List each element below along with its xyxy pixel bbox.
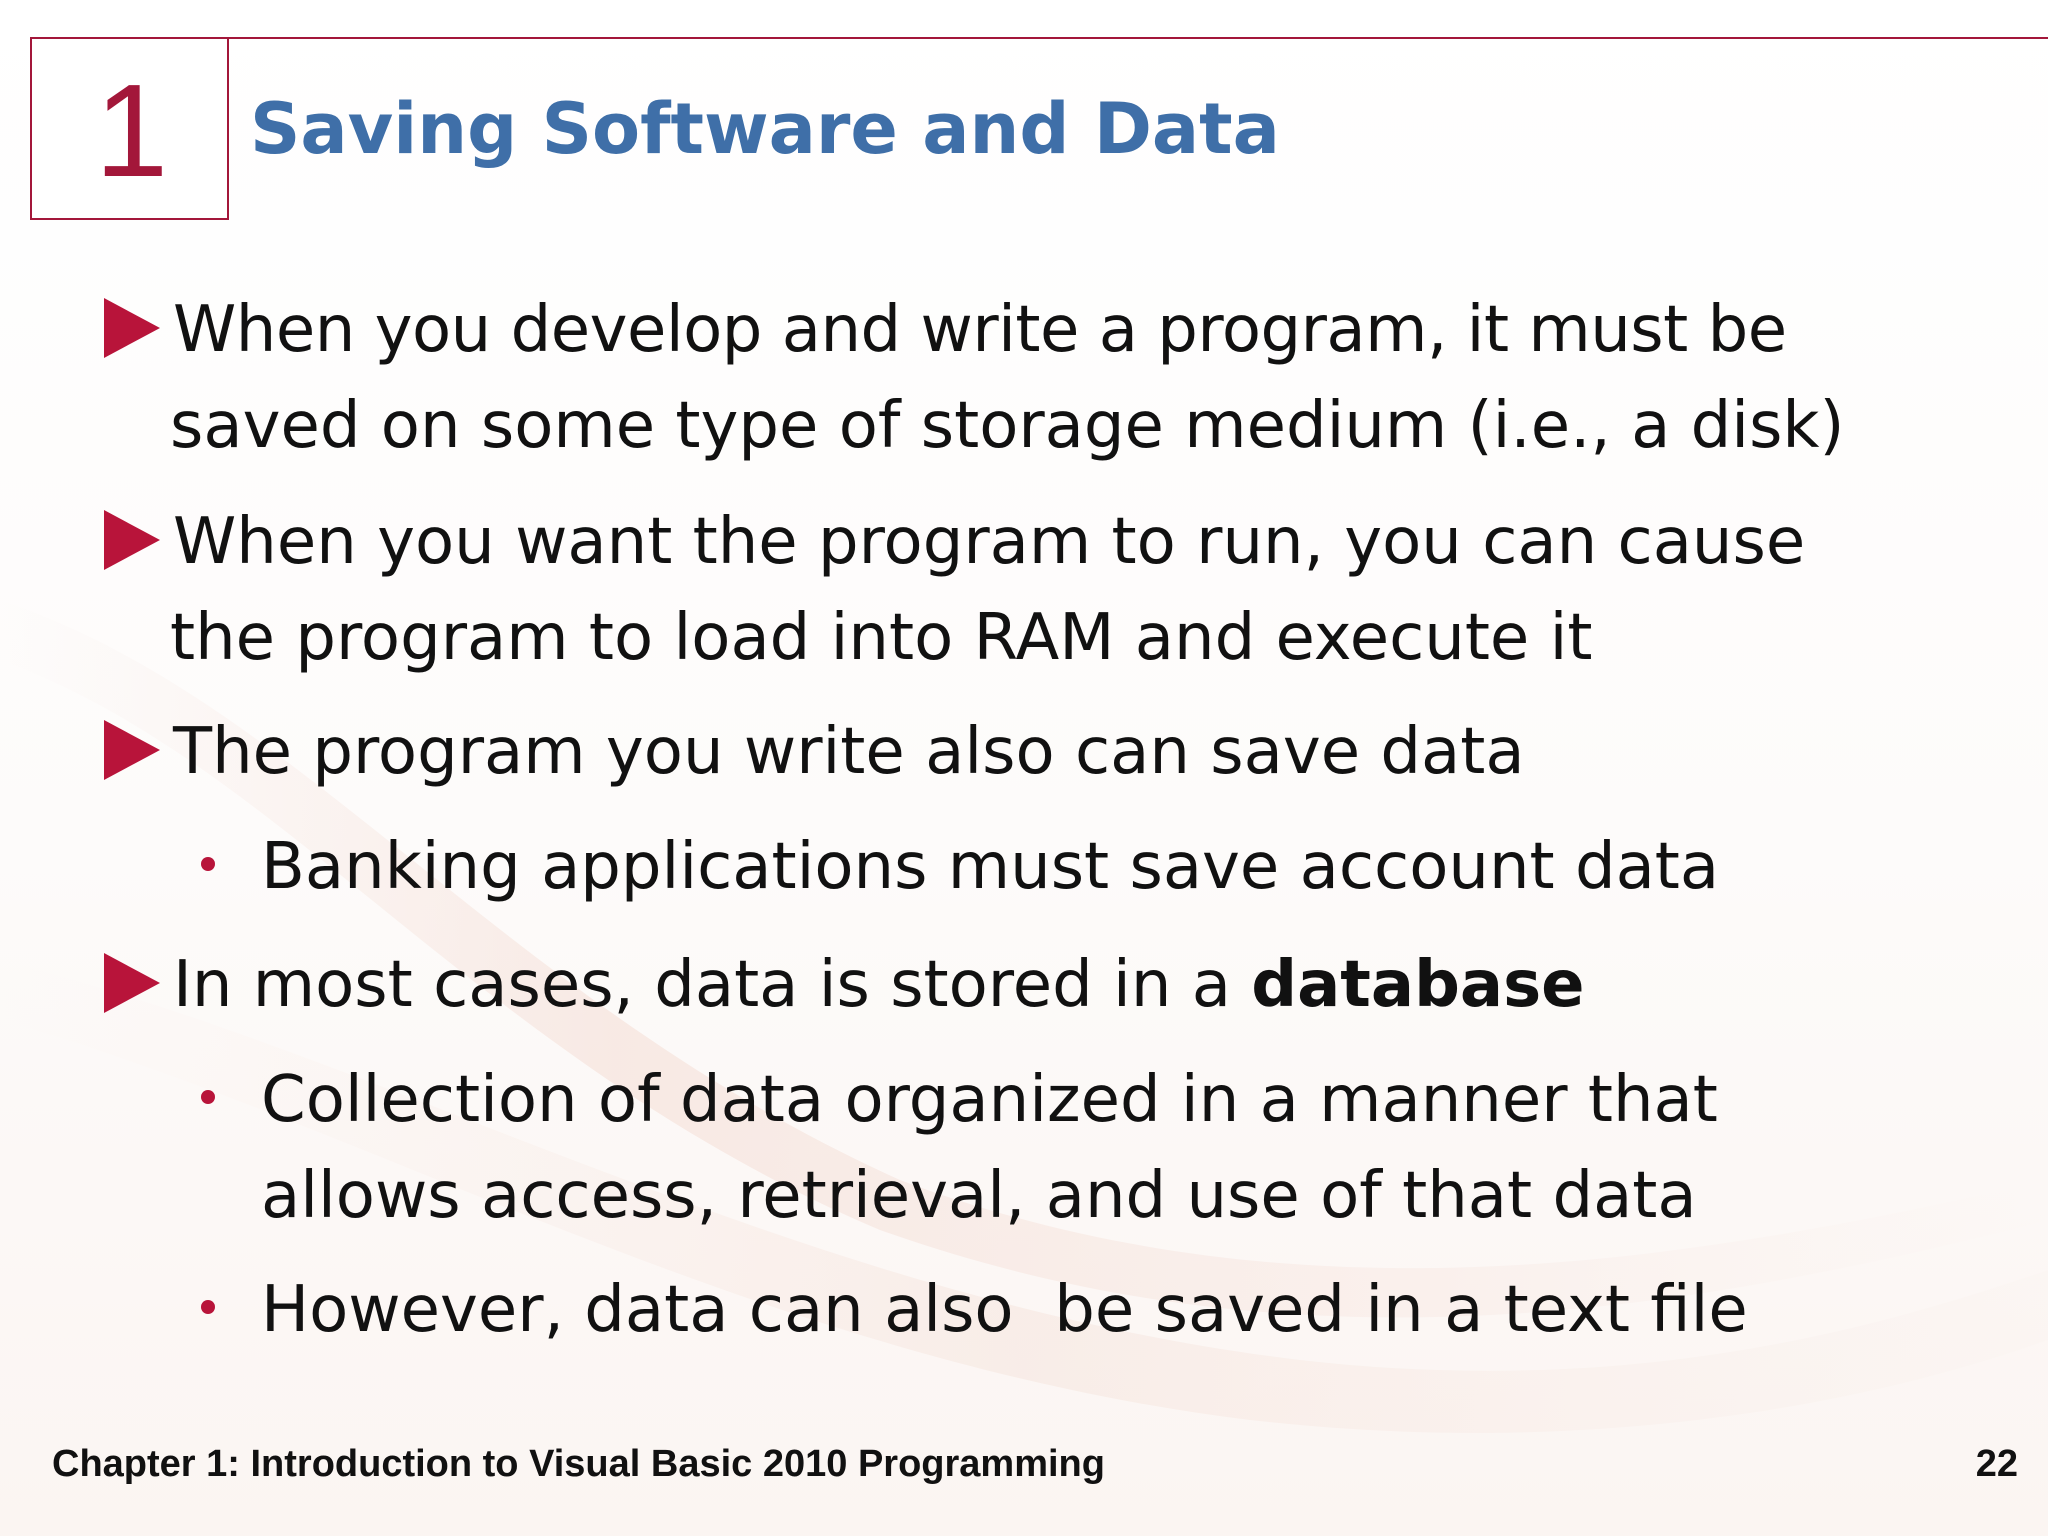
- bullet-1-line-2: saved on some type of storage medium (i.e., a disk): [170, 389, 1845, 463]
- bullet-4-text: In most cases, data is stored in a: [173, 948, 1252, 1022]
- bullet-1-line-1: When you develop and write a program, it must be: [173, 293, 1787, 367]
- bullet-3-line-1: The program you write also can save data: [173, 715, 1525, 789]
- chapter-number: 1: [94, 57, 169, 204]
- bullet-4-line-1: [173, 937, 1585, 1033]
- slide-title: Saving Software and Data: [250, 88, 1280, 170]
- sub-bullet-dot-icon: [201, 1090, 215, 1104]
- bullet-4-bold-term: database: [1251, 948, 1585, 1022]
- bullet-2-line-1: When you want the program to run, you can cause: [173, 505, 1806, 579]
- sub-bullet-dot-icon: [201, 1300, 215, 1314]
- sub-bullet-4-1-line-1: Collection of data organized in a manner that: [261, 1063, 1718, 1137]
- sub-bullet-4-2: However, data can also be saved in a text file: [261, 1273, 1748, 1347]
- bullet-arrow-icon: [104, 510, 160, 570]
- sub-bullet-3-1: Banking applications must save account data: [261, 830, 1720, 904]
- footer-chapter-title: Chapter 1: Introduction to Visual Basic 2010 Programming: [52, 1443, 1105, 1485]
- bullet-arrow-icon: [104, 953, 160, 1013]
- sub-bullet-dot-icon: [201, 857, 215, 871]
- footer-page-number: 22: [1975, 1443, 2018, 1485]
- sub-bullet-4-1-line-2: allows access, retrieval, and use of that data: [261, 1159, 1697, 1233]
- bullet-2-line-2: the program to load into RAM and execute it: [170, 601, 1593, 675]
- bullet-arrow-icon: [104, 298, 160, 358]
- bullet-arrow-icon: [104, 720, 160, 780]
